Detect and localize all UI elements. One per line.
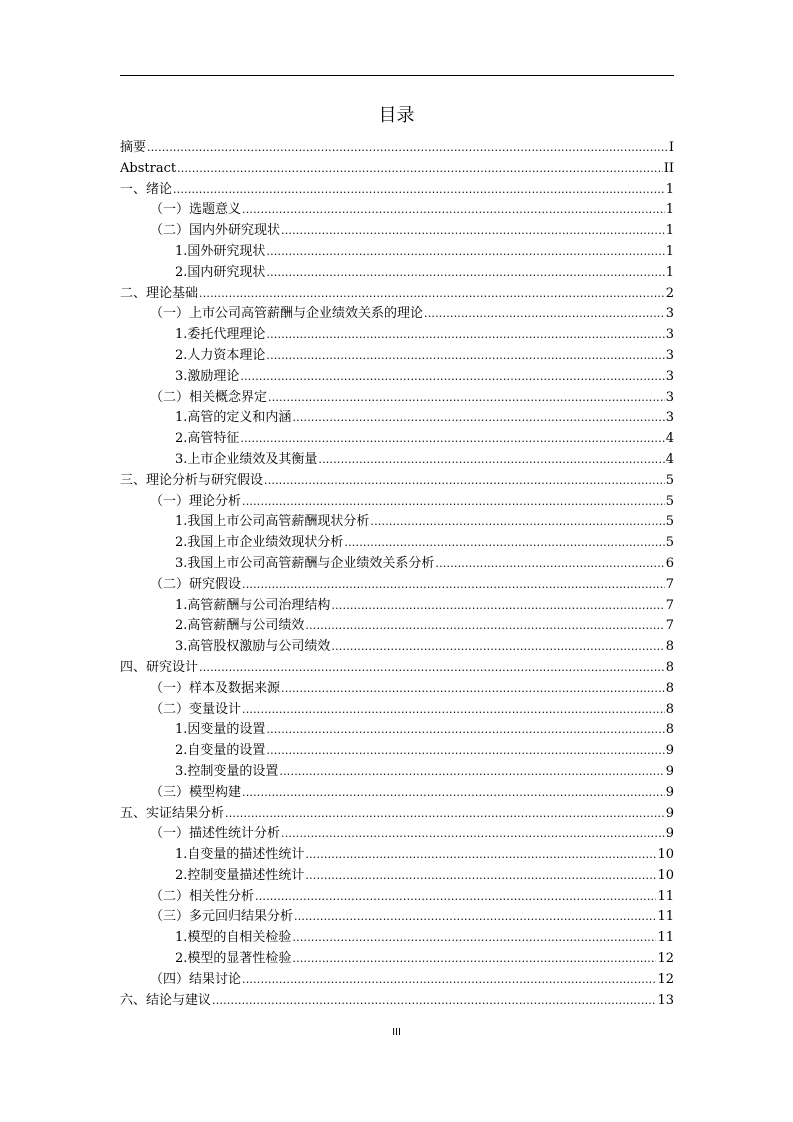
toc-entry[interactable] [120, 700, 674, 721]
toc-leader-dots [266, 242, 664, 263]
toc-entry-page: 3 [665, 389, 674, 405]
toc-entry-page: 10 [657, 867, 674, 883]
toc-entry-page: 11 [657, 930, 674, 946]
toc-entry-text: 1.我国上市公司高管薪酬现状分析 [175, 514, 370, 530]
toc-entry-page: 7 [665, 597, 674, 613]
toc-entry-page: 8 [665, 639, 674, 655]
toc-entry[interactable] [120, 824, 674, 845]
toc-leader-dots [212, 991, 656, 1012]
toc-entry[interactable] [120, 408, 674, 429]
toc-leader-dots [281, 824, 665, 845]
toc-leader-dots [242, 492, 665, 513]
toc-entry[interactable] [120, 221, 674, 242]
toc-leader-dots [294, 907, 656, 928]
toc-entry-text: （一）样本及数据来源 [150, 680, 281, 696]
toc-entry[interactable] [120, 388, 674, 409]
toc-entry-text: 1.委托代理理论 [175, 327, 266, 343]
toc-entry[interactable] [120, 679, 674, 700]
toc-entry-text: 3.激励理论 [175, 368, 240, 384]
toc-leader-dots [305, 866, 656, 887]
toc-entry[interactable] [120, 200, 674, 221]
toc-entry-page: 8 [665, 680, 674, 696]
toc-leader-dots [147, 138, 668, 159]
toc-entry-text: 2.高管特征 [175, 431, 240, 447]
toc-entry-page: 2 [665, 285, 674, 301]
toc-leader-dots [242, 200, 665, 221]
toc-leader-dots [305, 616, 664, 637]
toc-entry[interactable] [120, 949, 674, 970]
toc-entry[interactable] [120, 741, 674, 762]
toc-entry-text: 2.人力资本理论 [175, 347, 266, 363]
toc-entry-text: （一）上市公司高管薪酬与企业绩效关系的理论 [150, 306, 424, 322]
toc-entry-page: 8 [665, 722, 674, 738]
toc-entry[interactable] [120, 887, 674, 908]
toc-entry-text: 3.我国上市公司高管薪酬与企业绩效关系分析 [175, 555, 435, 571]
toc-entry-page: 5 [665, 535, 674, 551]
toc-leader-dots [266, 346, 664, 367]
toc-entry-text: （二）变量设计 [150, 701, 242, 717]
toc-entry-page: 9 [665, 784, 674, 800]
toc-entry-text: 1.因变量的设置 [175, 722, 266, 738]
toc-entry[interactable] [120, 866, 674, 887]
toc-entry[interactable] [120, 159, 674, 180]
toc-entry[interactable] [120, 180, 674, 201]
toc-entry-text: （一）描述性统计分析 [150, 826, 281, 842]
toc-entry[interactable] [120, 533, 674, 554]
toc-entry-text: Abstract [120, 160, 177, 176]
toc-entry[interactable] [120, 263, 674, 284]
toc-entry[interactable] [120, 928, 674, 949]
toc-entry[interactable] [120, 907, 674, 928]
toc-entry[interactable] [120, 325, 674, 346]
toc-leader-dots [199, 658, 665, 679]
toc-entry-page: 4 [665, 431, 674, 447]
toc-entry-page: 9 [665, 763, 674, 779]
toc-entry-page: 3 [665, 306, 674, 322]
toc-entry-page: 1 [665, 202, 674, 218]
toc-entry-page: 3 [665, 368, 674, 384]
toc-entry-page: 11 [657, 909, 674, 925]
toc-entry-text: 2.我国上市企业绩效现状分析 [175, 535, 344, 551]
toc-leader-dots [268, 388, 665, 409]
toc-entry-text: 二、理论基础 [120, 285, 199, 301]
toc-entry-page: 3 [665, 410, 674, 426]
toc-entry-page: II [663, 160, 674, 176]
toc-entry-text: （四）结果讨论 [150, 971, 242, 987]
toc-leader-dots [225, 804, 665, 825]
toc-entry-text: 六、结论与建议 [120, 992, 212, 1008]
toc-entry-text: 一、绪论 [120, 181, 173, 197]
toc-entry-text: 1.高管的定义和内涵 [175, 410, 292, 426]
toc-entry-text: 3.控制变量的设置 [175, 763, 279, 779]
toc-entry-page: 11 [657, 888, 674, 904]
toc-entry-text: 3.高管股权激励与公司绩效 [175, 639, 331, 655]
toc-entry[interactable] [120, 242, 674, 263]
toc-leader-dots [242, 970, 656, 991]
toc-leader-dots [242, 700, 665, 721]
toc-entry-text: 1.自变量的描述性统计 [175, 847, 305, 863]
toc-entry-page: 8 [665, 701, 674, 717]
toc-entry-text: 1.模型的自相关检验 [175, 930, 292, 946]
toc-entry[interactable] [120, 783, 674, 804]
toc-entry-text: 摘要 [120, 140, 147, 155]
toc-entry-page: 7 [665, 618, 674, 634]
toc-entry-text: （一）理论分析 [150, 493, 242, 509]
toc-entry[interactable] [120, 616, 674, 637]
toc-leader-dots [266, 741, 664, 762]
toc-leader-dots [435, 554, 664, 575]
toc-entry-text: 2.控制变量描述性统计 [175, 867, 305, 883]
toc-entry-page: 6 [665, 555, 674, 571]
toc-entry-text: 四、研究设计 [120, 659, 199, 675]
toc-entry[interactable] [120, 471, 674, 492]
toc-entry-page: 1 [665, 223, 674, 239]
toc-entry-page: 9 [665, 743, 674, 759]
toc-entry[interactable] [120, 991, 674, 1012]
toc-leader-dots [331, 637, 664, 658]
toc-entry-page: 5 [665, 514, 674, 530]
toc-entry-page: 9 [665, 805, 674, 821]
toc-leader-dots [266, 263, 664, 284]
toc-entry-page: 10 [657, 847, 674, 863]
toc-entry[interactable] [120, 304, 674, 325]
toc-entry-text: 五、实证结果分析 [120, 805, 225, 821]
toc-leader-dots [199, 284, 665, 305]
toc-entry-text: 1.高管薪酬与公司治理结构 [175, 597, 331, 613]
toc-leader-dots [242, 783, 665, 804]
toc-entry[interactable] [120, 138, 674, 159]
toc-leader-dots [424, 304, 665, 325]
toc-entry[interactable] [120, 762, 674, 783]
header-rule [120, 75, 674, 76]
toc-entry-page: 12 [657, 971, 674, 987]
toc-entry-page: 1 [665, 264, 674, 280]
toc-leader-dots [242, 575, 665, 596]
toc-entry-page: 3 [665, 347, 674, 363]
toc-entry-page: 5 [665, 472, 674, 488]
toc-title: 目录 [378, 105, 415, 126]
toc-entry-page: 1 [665, 181, 674, 197]
toc-entry-text: （二）相关概念界定 [150, 389, 268, 405]
toc-leader-dots [264, 471, 665, 492]
toc-entry-text: 3.上市企业绩效及其衡量 [175, 451, 318, 467]
toc-leader-dots [318, 450, 664, 471]
toc-entry-text: 2.国内研究现状 [175, 264, 266, 280]
toc-entry-text: 2.自变量的设置 [175, 743, 266, 759]
toc-leader-dots [281, 679, 665, 700]
page-number: III [392, 1027, 401, 1038]
toc-entry[interactable] [120, 492, 674, 513]
toc-entry-page: 7 [665, 576, 674, 592]
toc-leader-dots [266, 325, 664, 346]
toc-entry[interactable] [120, 429, 674, 450]
toc-entry[interactable] [120, 450, 674, 471]
toc-leader-dots [370, 512, 664, 533]
toc-leader-dots [331, 596, 664, 617]
toc-entry[interactable] [120, 596, 674, 617]
toc-entry-text: 2.模型的显著性检验 [175, 951, 292, 967]
toc-leader-dots [292, 928, 656, 949]
toc-entry-page: 12 [657, 951, 674, 967]
toc-entry-page: 1 [665, 243, 674, 259]
toc-entry[interactable] [120, 658, 674, 679]
toc-entry-text: （三）模型构建 [150, 784, 242, 800]
toc-leader-dots [177, 159, 663, 180]
toc-entry-text: （二）国内外研究现状 [150, 223, 281, 239]
toc-entry-page: 13 [657, 992, 674, 1008]
toc-entry-page: 5 [665, 493, 674, 509]
toc-entry[interactable] [120, 284, 674, 305]
toc-leader-dots [266, 720, 664, 741]
toc-entry[interactable] [120, 804, 674, 825]
toc-leader-dots [281, 221, 665, 242]
toc-entry[interactable] [120, 637, 674, 658]
toc-entry-text: （三）多元回归结果分析 [150, 909, 294, 925]
toc-entry-text: 2.高管薪酬与公司绩效 [175, 618, 305, 634]
toc-entry-page: I [668, 140, 674, 155]
toc-entry[interactable] [120, 575, 674, 596]
toc-entry-text: （二）相关性分析 [150, 888, 255, 904]
toc-leader-dots [240, 367, 664, 388]
toc-entry[interactable] [120, 845, 674, 866]
toc-entry-text: 三、理论分析与研究假设 [120, 472, 264, 488]
toc-leader-dots [173, 180, 665, 201]
toc-entry-page: 3 [665, 327, 674, 343]
table-of-contents [120, 138, 674, 1011]
toc-leader-dots [240, 429, 664, 450]
toc-entry-text: 1.国外研究现状 [175, 243, 266, 259]
toc-leader-dots [292, 949, 656, 970]
toc-entry-page: 4 [665, 451, 674, 467]
toc-entry-page: 8 [665, 659, 674, 675]
toc-leader-dots [279, 762, 664, 783]
toc-entry-text: （一）选题意义 [150, 202, 242, 218]
toc-leader-dots [255, 887, 656, 908]
toc-entry[interactable] [120, 346, 674, 367]
toc-entry-page: 9 [665, 826, 674, 842]
toc-leader-dots [344, 533, 664, 554]
toc-entry[interactable] [120, 512, 674, 533]
toc-leader-dots [305, 845, 656, 866]
toc-entry[interactable] [120, 367, 674, 388]
toc-entry[interactable] [120, 970, 674, 991]
toc-leader-dots [292, 408, 664, 429]
toc-entry-text: （二）研究假设 [150, 576, 242, 592]
toc-entry[interactable] [120, 720, 674, 741]
toc-entry[interactable] [120, 554, 674, 575]
